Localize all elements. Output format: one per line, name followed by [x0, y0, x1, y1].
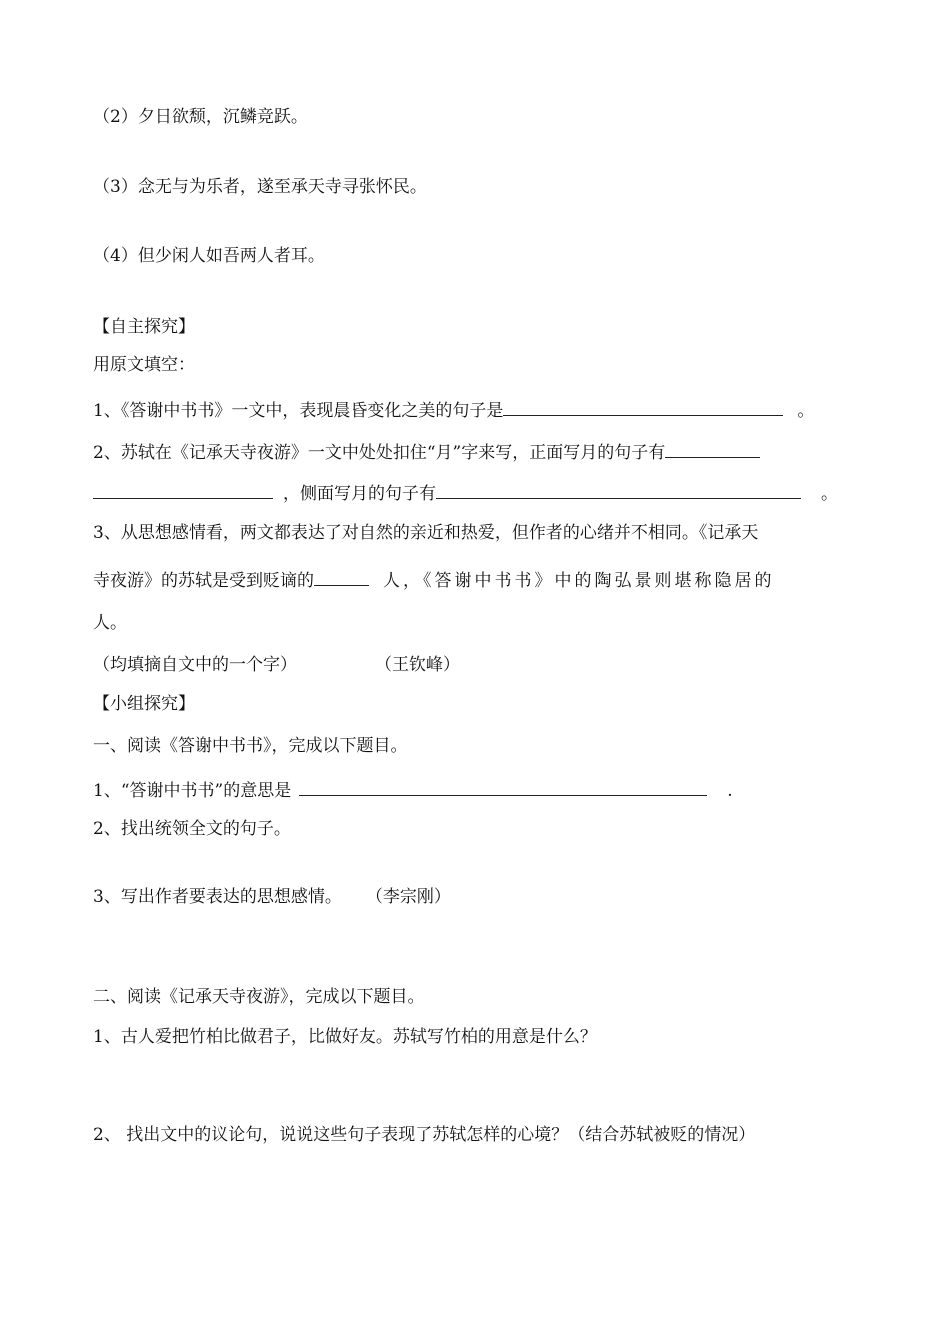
question-3-line-2	[93, 567, 775, 592]
answer-blank[interactable]	[93, 480, 273, 499]
question-2-line-1	[93, 439, 760, 464]
question-2-text: 2、苏轼在《记承天寺夜游》一文中处处扣住“月”字来写，正面写月的句子有	[93, 443, 666, 463]
question-3-text-b: 人，《答谢中书书》中的陶弘景则堪称隐居的	[383, 571, 775, 591]
part-2-question-2: 2、 找出文中的议论句，说说这些句子表现了苏轼怎样的心境？（结合苏轼被贬的情况）	[93, 1125, 756, 1145]
question-2-end: 。	[821, 484, 838, 504]
answer-blank[interactable]	[299, 777, 707, 796]
translate-item-2: （2）夕日欲颓，沉鳞竞跃。	[93, 107, 308, 127]
part-1-question-1-end: .	[727, 781, 733, 801]
question-1-end: 。	[797, 401, 815, 421]
part-2-title: 二、阅读《记承天寺夜游》，完成以下题目。	[93, 987, 425, 1007]
question-3-line-1: 3、从思想感情看，两文都表达了对自然的亲近和热爱，但作者的心绪并不相同。《记承天	[93, 523, 759, 543]
question-3-note-line	[93, 654, 460, 676]
part-1-question-1-text: 1、“答谢中书书”的意思是	[93, 781, 292, 801]
self-study-heading: 【自主探究】	[93, 317, 195, 337]
answer-blank[interactable]	[665, 439, 760, 458]
question-2-mid: ，侧面写月的句子有	[283, 484, 436, 504]
part-1-question-3-author: （李宗刚）	[365, 887, 451, 907]
question-3-author: （王钦峰）	[375, 655, 460, 675]
translate-item-4: （4）但少闲人如吾两人者耳。	[93, 246, 325, 266]
fill-in-intro: 用原文填空：	[93, 355, 195, 375]
answer-blank[interactable]	[503, 397, 783, 416]
part-2-question-1: 1、古人爱把竹柏比做君子，比做好友。苏轼写竹柏的用意是什么？	[93, 1027, 597, 1047]
question-3-text-a: 寺夜游》的苏轼是受到贬谪的	[93, 571, 314, 591]
part-1-title: 一、阅读《答谢中书书》，完成以下题目。	[93, 736, 408, 756]
question-1	[93, 397, 814, 422]
question-1-text: 1、《答谢中书书》一文中，表现晨昏变化之美的句子是	[93, 401, 504, 421]
question-3-line-3: 人。	[93, 613, 127, 633]
answer-blank[interactable]	[436, 480, 801, 499]
question-3-note: （均填摘自文中的一个字）	[93, 655, 297, 675]
group-study-heading: 【小组探究】	[93, 694, 195, 714]
part-1-question-3	[93, 886, 451, 908]
translate-item-3: （3）念无与为乐者，遂至承天寺寻张怀民。	[93, 177, 427, 197]
part-1-question-2: 2、找出统领全文的句子。	[93, 819, 291, 839]
part-1-question-3-text: 3、写出作者要表达的思想感情。	[93, 887, 342, 907]
answer-blank[interactable]	[314, 567, 369, 586]
part-1-question-1	[93, 777, 733, 802]
question-2-line-2	[93, 480, 838, 505]
